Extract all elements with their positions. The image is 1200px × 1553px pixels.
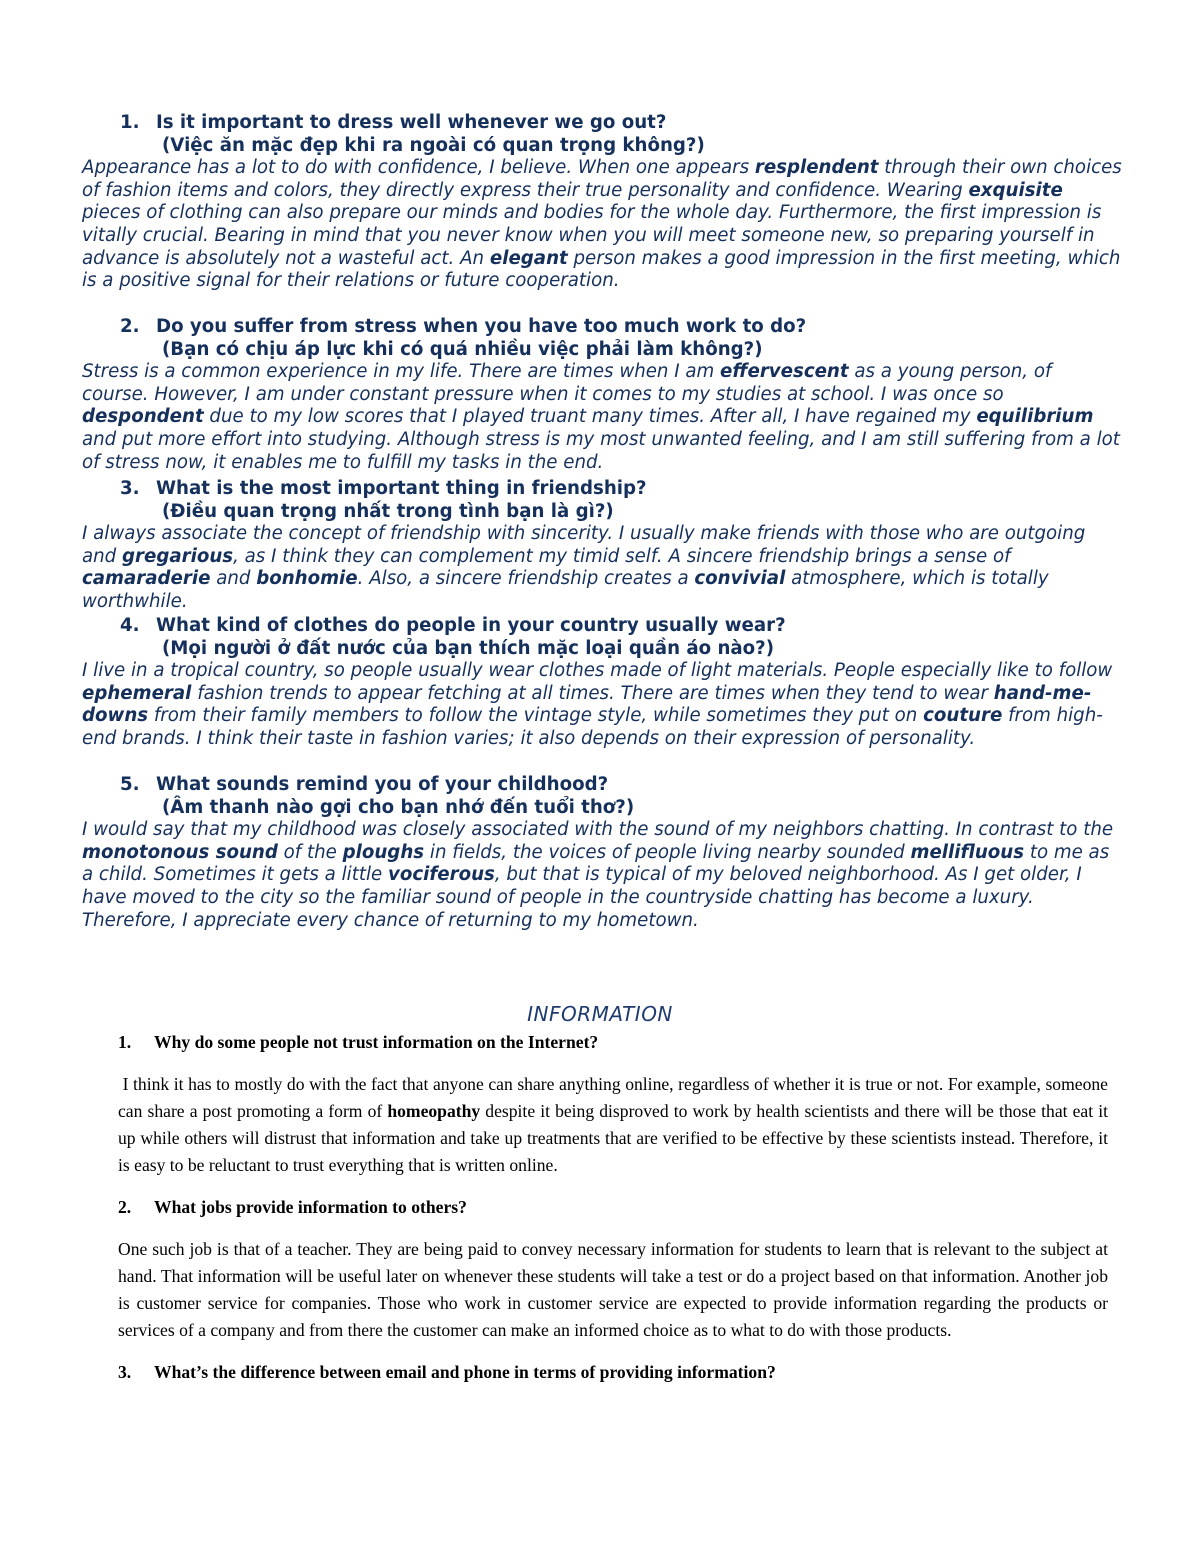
keyword: resplendent (754, 157, 879, 179)
information-question-2 (118, 1196, 1108, 1218)
answer-paragraph: I live in a tropical country, so people usually wear clothes made of light materials. People especially like to follow ephemeral fashion trends to appear fetching at all times. There are times when they tend to wear hand-me-downs from their family members to follow the vintage style, while sometimes they put on couture from high-end brands. I think their taste in fashion varies; it also depends on their expression of personality. (82, 660, 1113, 749)
question-number: 3. (120, 478, 140, 499)
speaking-question-1 (82, 112, 1122, 293)
keyword: mellifluous (910, 841, 1025, 863)
question-translation: (Điều quan trọng nhất trong tình bạn là gì?) (162, 500, 614, 522)
question-text: What is the most important thing in friendship? (156, 478, 647, 499)
information-answer-2: One such job is that of a teacher. They are being paid to convey necessary information for students to learn that is relevant to the subject at hand. That information will be useful later on whenever these students will take a test or do a project based on that information. Another job is customer service for companies. Those who work in customer service are expected to provide information regarding the products or services of a company and from there the customer can make an informed choice as to what to do with those products. (118, 1239, 1108, 1340)
answer-paragraph: I would say that my childhood was closely associated with the sound of my neighbors chatting. In contrast to the monotonous sound of the ploughs in fields, the voices of people living nearby sounded mellifluous to me as a child. Sometimes it gets a little vociferous, but that is typical of my beloved neighborhood. As I get older, I have moved to the city so the familiar sound of people in the countryside chatting has become a luxury. Therefore, I appreciate every chance of returning to my hometown. (82, 819, 1114, 931)
question-translation: (Bạn có chịu áp lực khi có quá nhiều việc phải làm không?) (162, 338, 763, 360)
information-answer-1: I think it has to mostly do with the fact that anyone can share anything online, regardless of whether it is true or not. For example, someone can share a post promoting a form of homeopathy despite it being disproved to work by health scientists and there will be those that eat it up while others will distrust that information and take up treatments that are verified to be effective by these scientists instead. Therefore, it is easy to be reluctant to trust everything that is written online. (118, 1074, 1108, 1175)
information-section (118, 1031, 1108, 1383)
information-question-3 (118, 1361, 1108, 1383)
question-text: What jobs provide information to others? (154, 1197, 467, 1217)
question-number: 2. (120, 316, 140, 337)
question-heading (82, 615, 1122, 638)
question-number: 1. (118, 1032, 132, 1052)
question-text: Do you suffer from stress when you have too much work to do? (156, 316, 807, 337)
question-text: What kind of clothes do people in your country usually wear? (156, 615, 786, 636)
keyword: couture (923, 705, 1003, 727)
keyword: bonhomie (256, 568, 358, 590)
keyword: despondent (82, 406, 204, 428)
keyword: equilibrium (976, 406, 1094, 428)
question-heading (82, 774, 1122, 797)
keyword: exquisite (968, 179, 1063, 201)
question-translation: (Mọi người ở đất nước của bạn thích mặc loại quần áo nào?) (162, 637, 775, 659)
question-number: 1. (120, 112, 140, 133)
question-text: What sounds remind you of your childhood? (156, 774, 609, 795)
question-heading (82, 112, 1122, 135)
section-title: INFORMATION (527, 1002, 673, 1026)
question-number: 5. (120, 774, 140, 795)
keyword: monotonous sound (82, 841, 278, 863)
question-number: 4. (120, 615, 140, 636)
keyword: gregarious (122, 545, 234, 567)
keyword: effervescent (720, 361, 849, 383)
answer-paragraph: Stress is a common experience in my life. There are times when I am effervescent as a young person, of course. However, I am under constant pressure when it comes to my studies at school. I was once so despondent due to my low scores that I played truant many times. After all, I have regained my equilibrium and put more effort into studying. Although stress is my most unwanted feeling, and I am still suffering from a lot of stress now, it enables me to fulfill my tasks in the end. (82, 361, 1120, 473)
question-heading (82, 316, 1122, 339)
keyword: camaraderie (82, 568, 211, 590)
question-number: 2. (118, 1197, 132, 1217)
answer-paragraph: Appearance has a lot to do with confidence, I believe. When one appears resplendent through their own choices of fashion items and colors, they directly express their true personality and confidence. Wearing exquisite pieces of clothing can also prepare our minds and bodies for the whole day. Furthermore, the first impression is vitally crucial. Bearing in mind that you never know when you will meet someone new, so preparing yourself in advance is absolutely not a wasteful act. An elegant person makes a good impression in the first meeting, which is a positive signal for their relations or future cooperation. (82, 157, 1122, 292)
keyword: hand-me-downs (82, 682, 1092, 727)
question-text: Why do some people not trust information on the Internet? (154, 1032, 599, 1052)
question-text: What’s the difference between email and phone in terms of providing information? (154, 1362, 776, 1382)
question-number: 3. (118, 1362, 132, 1382)
keyword: elegant (489, 247, 568, 269)
question-translation: (Việc ăn mặc đẹp khi ra ngoài có quan trọng không?) (162, 134, 705, 156)
keyword: convivial (694, 568, 786, 590)
keyword: ephemeral (82, 682, 192, 704)
speaking-question-3 (82, 478, 1122, 614)
speaking-question-5 (82, 774, 1122, 932)
speaking-question-2 (82, 316, 1122, 474)
information-question-1 (118, 1031, 1108, 1053)
speaking-question-4 (82, 615, 1122, 751)
keyword: ploughs (342, 841, 425, 863)
question-heading (82, 478, 1122, 501)
keyword: vociferous (388, 864, 495, 886)
question-text: Is it important to dress well whenever we go out? (156, 112, 667, 133)
keyword: homeopathy (387, 1101, 481, 1121)
answer-paragraph: I always associate the concept of friendship with sincerity. I usually make friends with those who are outgoing and gregarious, as I think they can complement my timid self. A sincere friendship brings a sense of camaraderie and bonhomie. Also, a sincere friendship creates a convivial atmosphere, which is totally worthwhile. (82, 523, 1086, 612)
question-translation: (Âm thanh nào gợi cho bạn nhớ đến tuổi thơ?) (162, 796, 635, 818)
